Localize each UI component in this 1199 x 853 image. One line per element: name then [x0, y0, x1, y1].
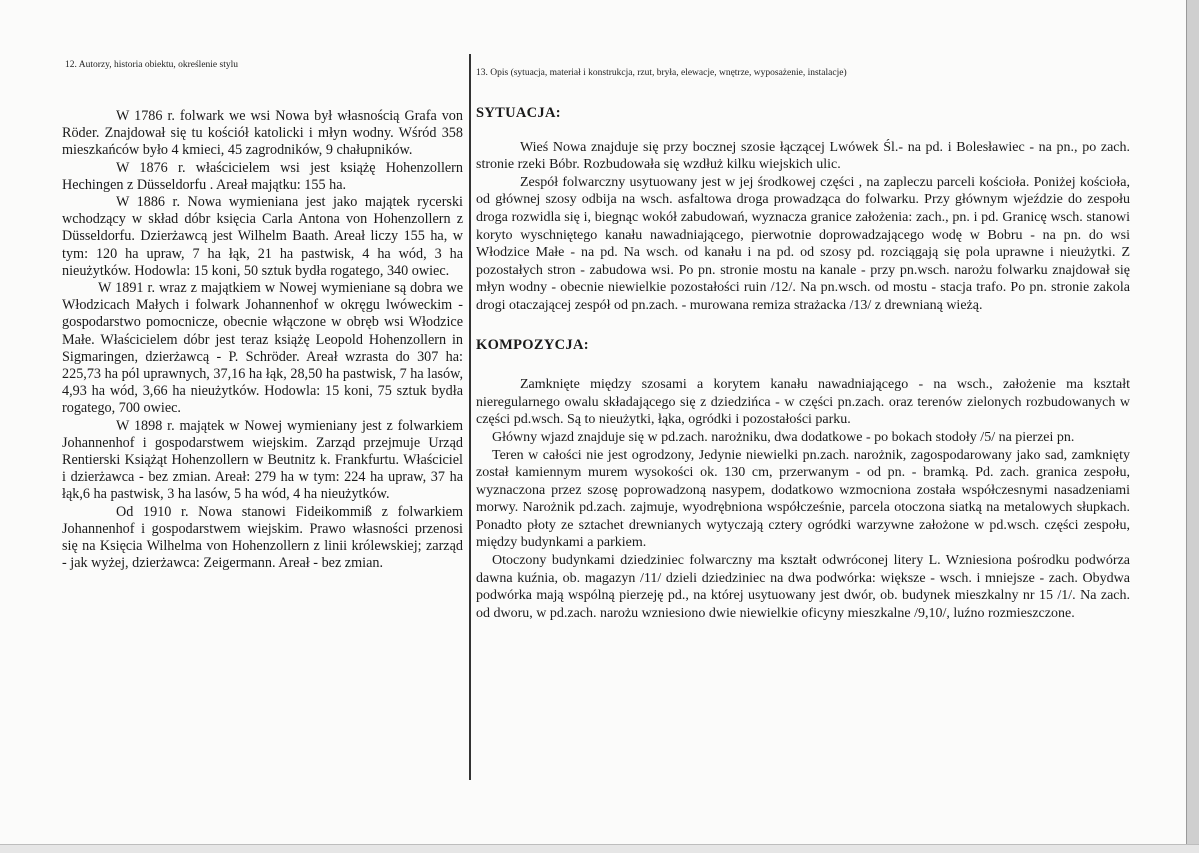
situation-paragraph: Wieś Nowa znajduje się przy bocznej szosie łączącej Lwówek Śl.- na pd. i Bolesławiec - na pn., po zach. stronie rzeki Bóbr. Rozbudowała się wzdłuż kilku wiejskich ulic. [476, 139, 1130, 173]
history-paragraph: Od 1910 r. Nowa stanowi Fideikommiß z folwarkiem Johannenhof i gospodarstwem wiejskim. Prawo własności przenosi się na Księcia Wilhelma von Hohenzollern z linii królewskiej; zarząd - jak wyżej, dzierżawca: Zeigermann. Areał - bez zmian. [62, 503, 463, 572]
history-paragraph: W 1886 r. Nowa wymieniana jest jako majątek rycerski wchodzący w skład dóbr księcia Carla Antona von Hohenzollern z Düsseldorfu. Dzierżawcą jest Wilhelm Baath. Areał liczy 155 ha, w tym: 120 ha upraw, 7 ha łąk, 21 ha pastwisk, 4 ha wód, 3 ha nieużytków. Hodowla: 15 koni, 50 sztuk bydła rogatego, 340 owiec. [62, 194, 463, 279]
description-column [476, 105, 1130, 622]
composition-title: KOMPOZYCJA: [476, 336, 589, 353]
situation-paragraph: Zespół folwarczny usytuowany jest w jej środkowej części , na zapleczu parceli kościoła. Poniżej kościoła, od głównej szosy odbija na wsch. asfaltowa droga prowadząca do folwarku. Przy głównym wjeździe do zespołu droga rozwidla się i, biegnąc wokół zabudowań, wyznacza granice założenia: zach., pn. i pd. Granicę wsch. stanowi koryto wyschniętego kanału nawadniającego, pierwotnie doprowadzającego wodę w Bobru - na pn. do wsi Włodzice Małe - na pd. Na wsch. od kanału i na pd. od szosy pd. rozciągają się pola uprawne i nieużytki. Z pozostałych stron - zabudowa wsi. Po pn. stronie mostu na kanale - przy pn.wsch. narożu folwarku znajdował się młyn wodny - obecnie niewielkie pozostałości ruin /12/. Na pn.wsch. od mostu - stacja trafo. Po pn. stronie zakola drogi otaczającej zespół od pn.zach. - murowana remiza strażacka /13/ z drewnianą wieżą. [476, 174, 1130, 313]
history-paragraph: W 1786 r. folwark we wsi Nowa był własnością Grafa von Röder. Znajdował się tu kościół katolicki i młyn wodny. Wśród 358 mieszkańców było 4 kmieci, 45 zagrodników, 9 chałupników. [62, 108, 463, 159]
composition-paragraph: Główny wjazd znajduje się w pd.zach. narożniku, dwa dodatkowe - po bokach stodoły /5/ na pierzei pn. [492, 429, 1075, 445]
history-paragraph: W 1898 r. majątek w Nowej wymieniany jest z folwarkiem Johannenhof i gospodarstwem wiejskim. Zarząd przejmuje Urząd Rentierski Książąt Hohenzollern w Beutnitz k. Frankfurtu. Właściciel i dzierżawca - bez zmian. Areał: 279 ha w tym: 224 ha upraw, 37 ha łąk,6 ha pastwisk, 3 ha lasów, 5 ha wód, 4 ha nieużytków. [62, 417, 463, 503]
scan-edge-right [1186, 0, 1199, 853]
column-divider [469, 54, 471, 780]
left-section-heading: 12. Autorzy, historia obiektu, określenie stylu [65, 60, 238, 70]
composition-paragraph: Zamknięte między szosami a korytem kanału nawadniającego - na wsch., założenie ma kształt nieregularnego owalu składającego się z dziedzińca - w części pn.zach. oraz terenów zielonych rozbudowanych w części pd.wsch. Są to nieużytki, łąka, ogródki i pozostałości parku. [476, 377, 1130, 428]
history-paragraph: W 1876 r. właścicielem wsi jest książę Hohenzollern Hechingen z Düsseldorfu . Areał majątku: 155 ha. [62, 159, 463, 193]
composition-paragraph: Teren w całości nie jest ogrodzony, Jedynie niewielki pn.zach. narożnik, zagospodarowany jako sad, zamknięty został kamiennym murem wysokości ok. 130 cm, przerwanym - od pn. - bramką. Pd. zach. granica zespołu, wyznaczona przez szosę poprowadzoną nasypem, dodatkowo wzmocniona została współczesnymi nasadzeniami morwy. Narożnik pd.zach. zajmuje, wyodrębniona współcześnie, parcela otoczona siatką na metalowych słupkach. Ponadto płoty ze sztachet drewnianych wytyczają cztery ogródki warzywne założone w pd.wsch. części zespołu, między budynkami a parkiem. [476, 447, 1130, 551]
situation-title: SYTUACJA: [476, 105, 561, 121]
scan-edge-bottom [0, 844, 1199, 853]
history-paragraph: W 1891 r. wraz z majątkiem w Nowej wymieniane są dobra we Włodzicach Małych i folwark Johannenhof w okręgu lwóweckim - gospodarstwo pomocnicze, obecnie włączone w obręb wsi Włodzice Małe. Właścicielem dóbr jest teraz książę Leopold Hohenzollern in Sigmaringen, dzierżawcą - P. Schröder. Areał wzrasta do 307 ha: 225,73 ha pól uprawnych, 37,16 ha łąk, 28,50 ha pastwisk, 7 ha lasów, 4,93 ha wód, 3,66 ha nieużytków. Hodowla: 15 koni, 75 sztuk bydła rogatego, 700 owiec. [62, 280, 463, 417]
right-section-heading: 13. Opis (sytuacja, materiał i konstrukcja, rzut, bryła, elewacje, wnętrze, wyposażenie, instalacje) [476, 68, 847, 78]
history-column [62, 108, 463, 572]
composition-paragraph: Otoczony budynkami dziedziniec folwarczny ma kształt odwróconej litery L. Wzniesiona pośrodku podwórza dawna kuźnia, ob. magazyn /11/ dzieli dziedziniec na dwa podwórka: większe - wsch. i mniejsze - zach. Obydwa podwórka mają wspólną pierzeję pd., na której usytuowany jest dwór, ob. budynek mieszkalny nr 15 /1/. Na zach. od dworu, w pd.zach. narożu wzniesiono dwie niewielkie oficyny mieszkalne /9,10/, luźno rozmieszczone. [476, 553, 1130, 621]
